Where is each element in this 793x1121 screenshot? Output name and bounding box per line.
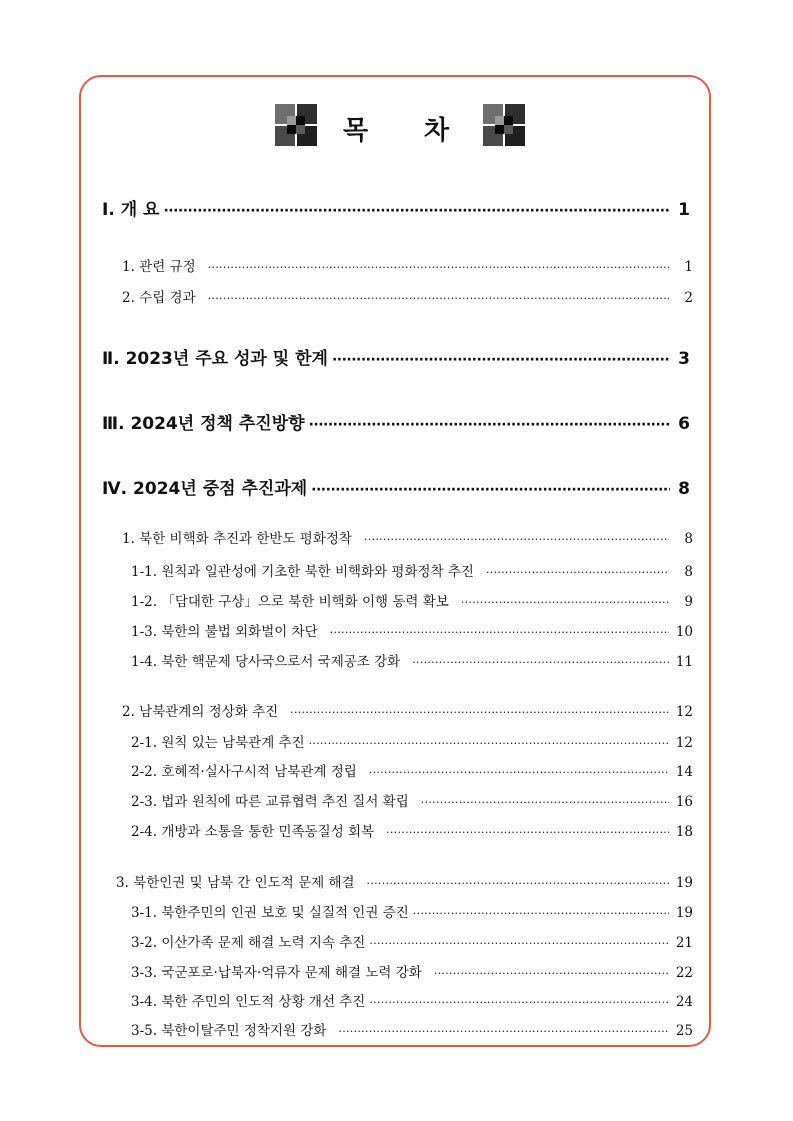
toc-leader-dots: [369, 937, 669, 950]
toc-section-label: Ⅳ. 2024년 중점 추진과제: [102, 479, 308, 499]
toc-page-number: 8: [678, 479, 690, 499]
toc-title-row: [0, 104, 793, 148]
toc-leader-dots: [163, 203, 670, 219]
decorative-squares-icon: [275, 104, 317, 146]
toc-page-number: 24: [675, 994, 693, 1010]
toc-page-number: 8: [684, 564, 693, 580]
toc-leader-dots: [369, 766, 669, 779]
toc-leader-dots: [309, 737, 669, 750]
toc-item[interactable]: [131, 931, 693, 951]
toc-item[interactable]: [131, 760, 693, 780]
toc-page-number: 1: [678, 200, 690, 220]
toc-page-number: 12: [675, 735, 693, 751]
toc-page-number: 14: [675, 764, 693, 780]
toc-section-2[interactable]: [102, 344, 690, 369]
toc-item[interactable]: [131, 590, 693, 610]
toc-item[interactable]: [131, 901, 693, 921]
toc-title-char-2: 차: [424, 116, 450, 146]
toc-item-label: 3. 북한인권 및 남북 간 인도적 문제 해결: [116, 875, 355, 891]
toc-item-label: 1-2. 「담대한 구상」으로 북한 비핵화 이행 동력 확보: [131, 594, 449, 610]
toc-leader-dots: [338, 1025, 669, 1038]
toc-leader-dots: [434, 967, 669, 980]
toc-page-number: 18: [675, 824, 693, 840]
toc-item-label: 2-2. 호혜적·실사구시적 남북관계 정립: [131, 764, 357, 780]
toc-item[interactable]: [131, 820, 693, 840]
toc-item[interactable]: [131, 620, 693, 640]
toc-item[interactable]: [131, 560, 693, 580]
toc-item[interactable]: [131, 790, 693, 810]
toc-leader-dots: [486, 566, 669, 579]
toc-item-label: 3-5. 북한이탈주민 정착지원 강화: [131, 1023, 327, 1039]
toc-item-label: 2-1. 원칙 있는 남북관계 추진: [131, 735, 305, 751]
toc-leader-dots: [412, 656, 669, 669]
toc-page-number: 19: [675, 905, 693, 921]
toc-item-label: 2-3. 법과 원칙에 따른 교류협력 추진 질서 확립: [131, 794, 409, 810]
toc-page-number: 3: [678, 349, 690, 369]
toc-leader-dots: [421, 796, 669, 809]
toc-leader-dots: [461, 596, 669, 609]
toc-item[interactable]: [131, 961, 693, 981]
toc-item-label: 3-4. 북한 주민의 인도적 상황 개선 추진: [131, 994, 366, 1010]
toc-item[interactable]: [131, 990, 693, 1010]
toc-item-label: 1-4. 북한 핵문제 당사국으로서 국제공조 강화: [131, 654, 401, 670]
toc-item[interactable]: [116, 871, 693, 891]
toc-leader-dots: [311, 482, 670, 498]
toc-leader-dots: [364, 533, 669, 546]
toc-item[interactable]: [122, 286, 693, 306]
toc-leader-dots: [413, 907, 669, 920]
toc-item[interactable]: [122, 527, 693, 547]
toc-leader-dots: [208, 261, 669, 274]
toc-leader-dots: [330, 626, 669, 639]
toc-page-number: 19: [675, 875, 693, 891]
toc-leader-dots: [208, 292, 669, 305]
toc-title-char-1: 목: [343, 116, 369, 146]
toc-item-label: 2-4. 개방과 소통을 통한 민족동질성 회복: [131, 824, 375, 840]
toc-item[interactable]: [131, 731, 693, 751]
toc-page-number: 2: [684, 290, 693, 306]
toc-page-number: 25: [675, 1023, 693, 1039]
toc-page-number: 22: [675, 965, 693, 981]
toc-section-3[interactable]: [102, 409, 690, 434]
decorative-squares-icon: [483, 104, 525, 146]
toc-page-number: 9: [684, 594, 693, 610]
toc-item-label: 2. 남북관계의 정상화 추진: [122, 704, 279, 720]
toc-item-label: 1. 북한 비핵화 추진과 한반도 평화정착: [122, 531, 352, 547]
toc-section-4[interactable]: [102, 474, 690, 499]
toc-item[interactable]: [122, 700, 693, 720]
toc-item-label: 1-1. 원칙과 일관성에 기초한 북한 비핵화와 평화정착 추진: [131, 564, 474, 580]
toc-leader-dots: [332, 352, 670, 368]
toc-item-label: 3-2. 이산가족 문제 해결 노력 지속 추진: [131, 935, 366, 951]
toc-page-number: 11: [675, 654, 693, 670]
toc-item-label: 3-1. 북한주민의 인권 보호 및 실질적 인권 증진: [131, 905, 409, 921]
toc-leader-dots: [290, 706, 669, 719]
toc-item[interactable]: [131, 650, 693, 670]
toc-page-number: 12: [675, 704, 693, 720]
toc-page-number: 8: [684, 531, 693, 547]
toc-item[interactable]: [122, 255, 693, 275]
toc-page-number: 1: [684, 259, 693, 275]
toc-item-label: 1-3. 북한의 불법 외화벌이 차단: [131, 624, 318, 640]
toc-section-label: Ⅱ. 2023년 주요 성과 및 한계: [102, 349, 328, 369]
toc-leader-dots: [367, 877, 669, 890]
toc-page-number: 10: [675, 624, 693, 640]
toc-item[interactable]: [131, 1019, 693, 1039]
toc-section-1[interactable]: [102, 195, 690, 220]
toc-item-label: 1. 관련 규정: [122, 259, 196, 275]
toc-page-number: 6: [678, 414, 690, 434]
toc-leader-dots: [309, 417, 670, 433]
toc-section-label: Ⅲ. 2024년 정책 추진방향: [102, 414, 305, 434]
toc-leader-dots: [369, 996, 669, 1009]
toc-item-label: 3-3. 국군포로·납북자·억류자 문제 해결 노력 강화: [131, 965, 422, 981]
toc-leader-dots: [386, 826, 669, 839]
toc-page-number: 16: [675, 794, 693, 810]
toc-page-number: 21: [675, 935, 693, 951]
toc-item-label: 2. 수립 경과: [122, 290, 196, 306]
toc-section-label: Ⅰ. 개 요: [102, 200, 160, 220]
